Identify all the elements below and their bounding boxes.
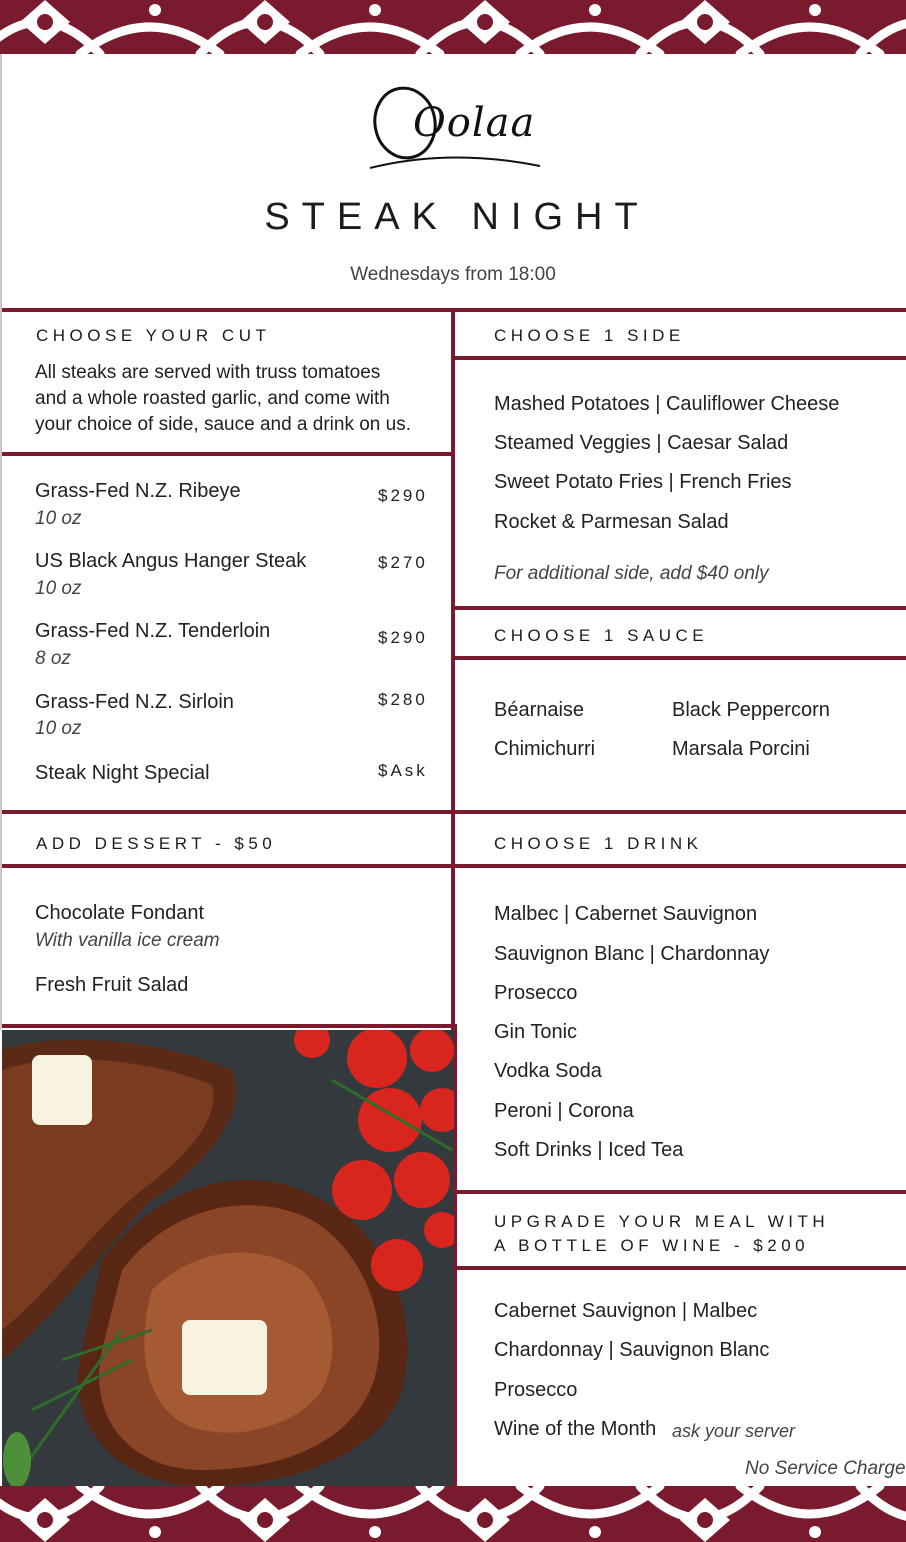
divider [2,864,906,868]
steak-name: US Black Angus Hanger Steak [35,550,307,572]
wine-month-note: ask your server [672,1421,796,1441]
drink-option: Malbec | Cabernet Sauvignon [494,903,758,925]
bottom-pattern-band [0,1486,906,1542]
divider [453,356,906,360]
section-heading-sauce: CHOOSE 1 SAUCE [494,626,709,645]
side-option: Mashed Potatoes | Cauliflower Cheese [494,393,840,415]
divider [455,1266,906,1270]
section-heading-cut: CHOOSE YOUR CUT [36,326,271,345]
steak-price: $270 [378,553,428,572]
cut-description-line: and a whole roasted garlic, and come with [35,388,390,409]
sauce-option: Béarnaise [494,699,585,721]
drink-option: Sauvignon Blanc | Chardonnay [494,943,770,965]
page-subtitle: Wednesdays from 18:00 [350,264,556,285]
divider [453,606,906,610]
side-option: Sweet Potato Fries | French Fries [494,471,792,493]
drink-option: Soft Drinks | Iced Tea [494,1139,684,1161]
dessert-note: With vanilla ice cream [35,930,220,951]
sauce-option: Marsala Porcini [672,738,810,760]
steak-weight: 10 oz [35,578,82,599]
steak-weight: 8 oz [35,648,71,669]
section-heading-drink: CHOOSE 1 DRINK [494,834,703,853]
drink-option: Prosecco [494,982,578,1004]
divider [2,452,453,456]
divider [2,810,906,814]
drink-option: Peroni | Corona [494,1100,634,1122]
side-option: Steamed Veggies | Caesar Salad [494,432,789,454]
steak-weight: 10 oz [35,508,82,529]
drink-option: Gin Tonic [494,1021,578,1043]
steak-name: Grass-Fed N.Z. Ribeye [35,480,241,502]
sauce-option: Chimichurri [494,738,596,760]
cut-description-line: your choice of side, sauce and a drink on us. [35,414,412,435]
dessert-name: Fresh Fruit Salad [35,974,189,996]
brand-logo-text: Oolaa [413,100,536,146]
cut-description-line: All steaks are served with truss tomatoes [35,362,381,383]
dessert-name: Chocolate Fondant [35,902,205,924]
page-title: STEAK NIGHT [264,196,650,238]
steak-price: $290 [378,486,428,505]
section-heading-wine-line2: A BOTTLE OF WINE - $200 [494,1236,810,1255]
steak-price: $290 [378,628,428,647]
side-note: For additional side, add $40 only [494,563,769,584]
steak-price: $280 [378,690,428,709]
column-divider [451,308,455,1030]
wine-option: Wine of the Month [494,1418,657,1440]
service-charge-note: No Service Charge [745,1458,906,1479]
steak-price: $Ask [378,761,428,780]
steak-photo [2,1030,454,1486]
steak-name: Grass-Fed N.Z. Sirloin [35,691,234,713]
divider [455,1190,906,1194]
section-heading-dessert: ADD DESSERT - $50 [36,834,277,853]
drink-option: Vodka Soda [494,1060,602,1082]
wine-option: Cabernet Sauvignon | Malbec [494,1300,758,1322]
section-heading-wine: UPGRADE YOUR MEAL WITH [494,1212,830,1231]
divider [2,1024,453,1028]
side-option: Rocket & Parmesan Salad [494,511,729,533]
sauce-option: Black Peppercorn [672,699,830,721]
steak-name: Steak Night Special [35,762,210,784]
wine-option: Prosecco [494,1379,578,1401]
steak-weight: 10 oz [35,718,82,739]
top-pattern-band [0,0,906,54]
wine-option: Chardonnay | Sauvignon Blanc [494,1339,770,1361]
steak-name: Grass-Fed N.Z. Tenderloin [35,620,271,642]
section-heading-side: CHOOSE 1 SIDE [494,326,685,345]
divider [453,656,906,660]
